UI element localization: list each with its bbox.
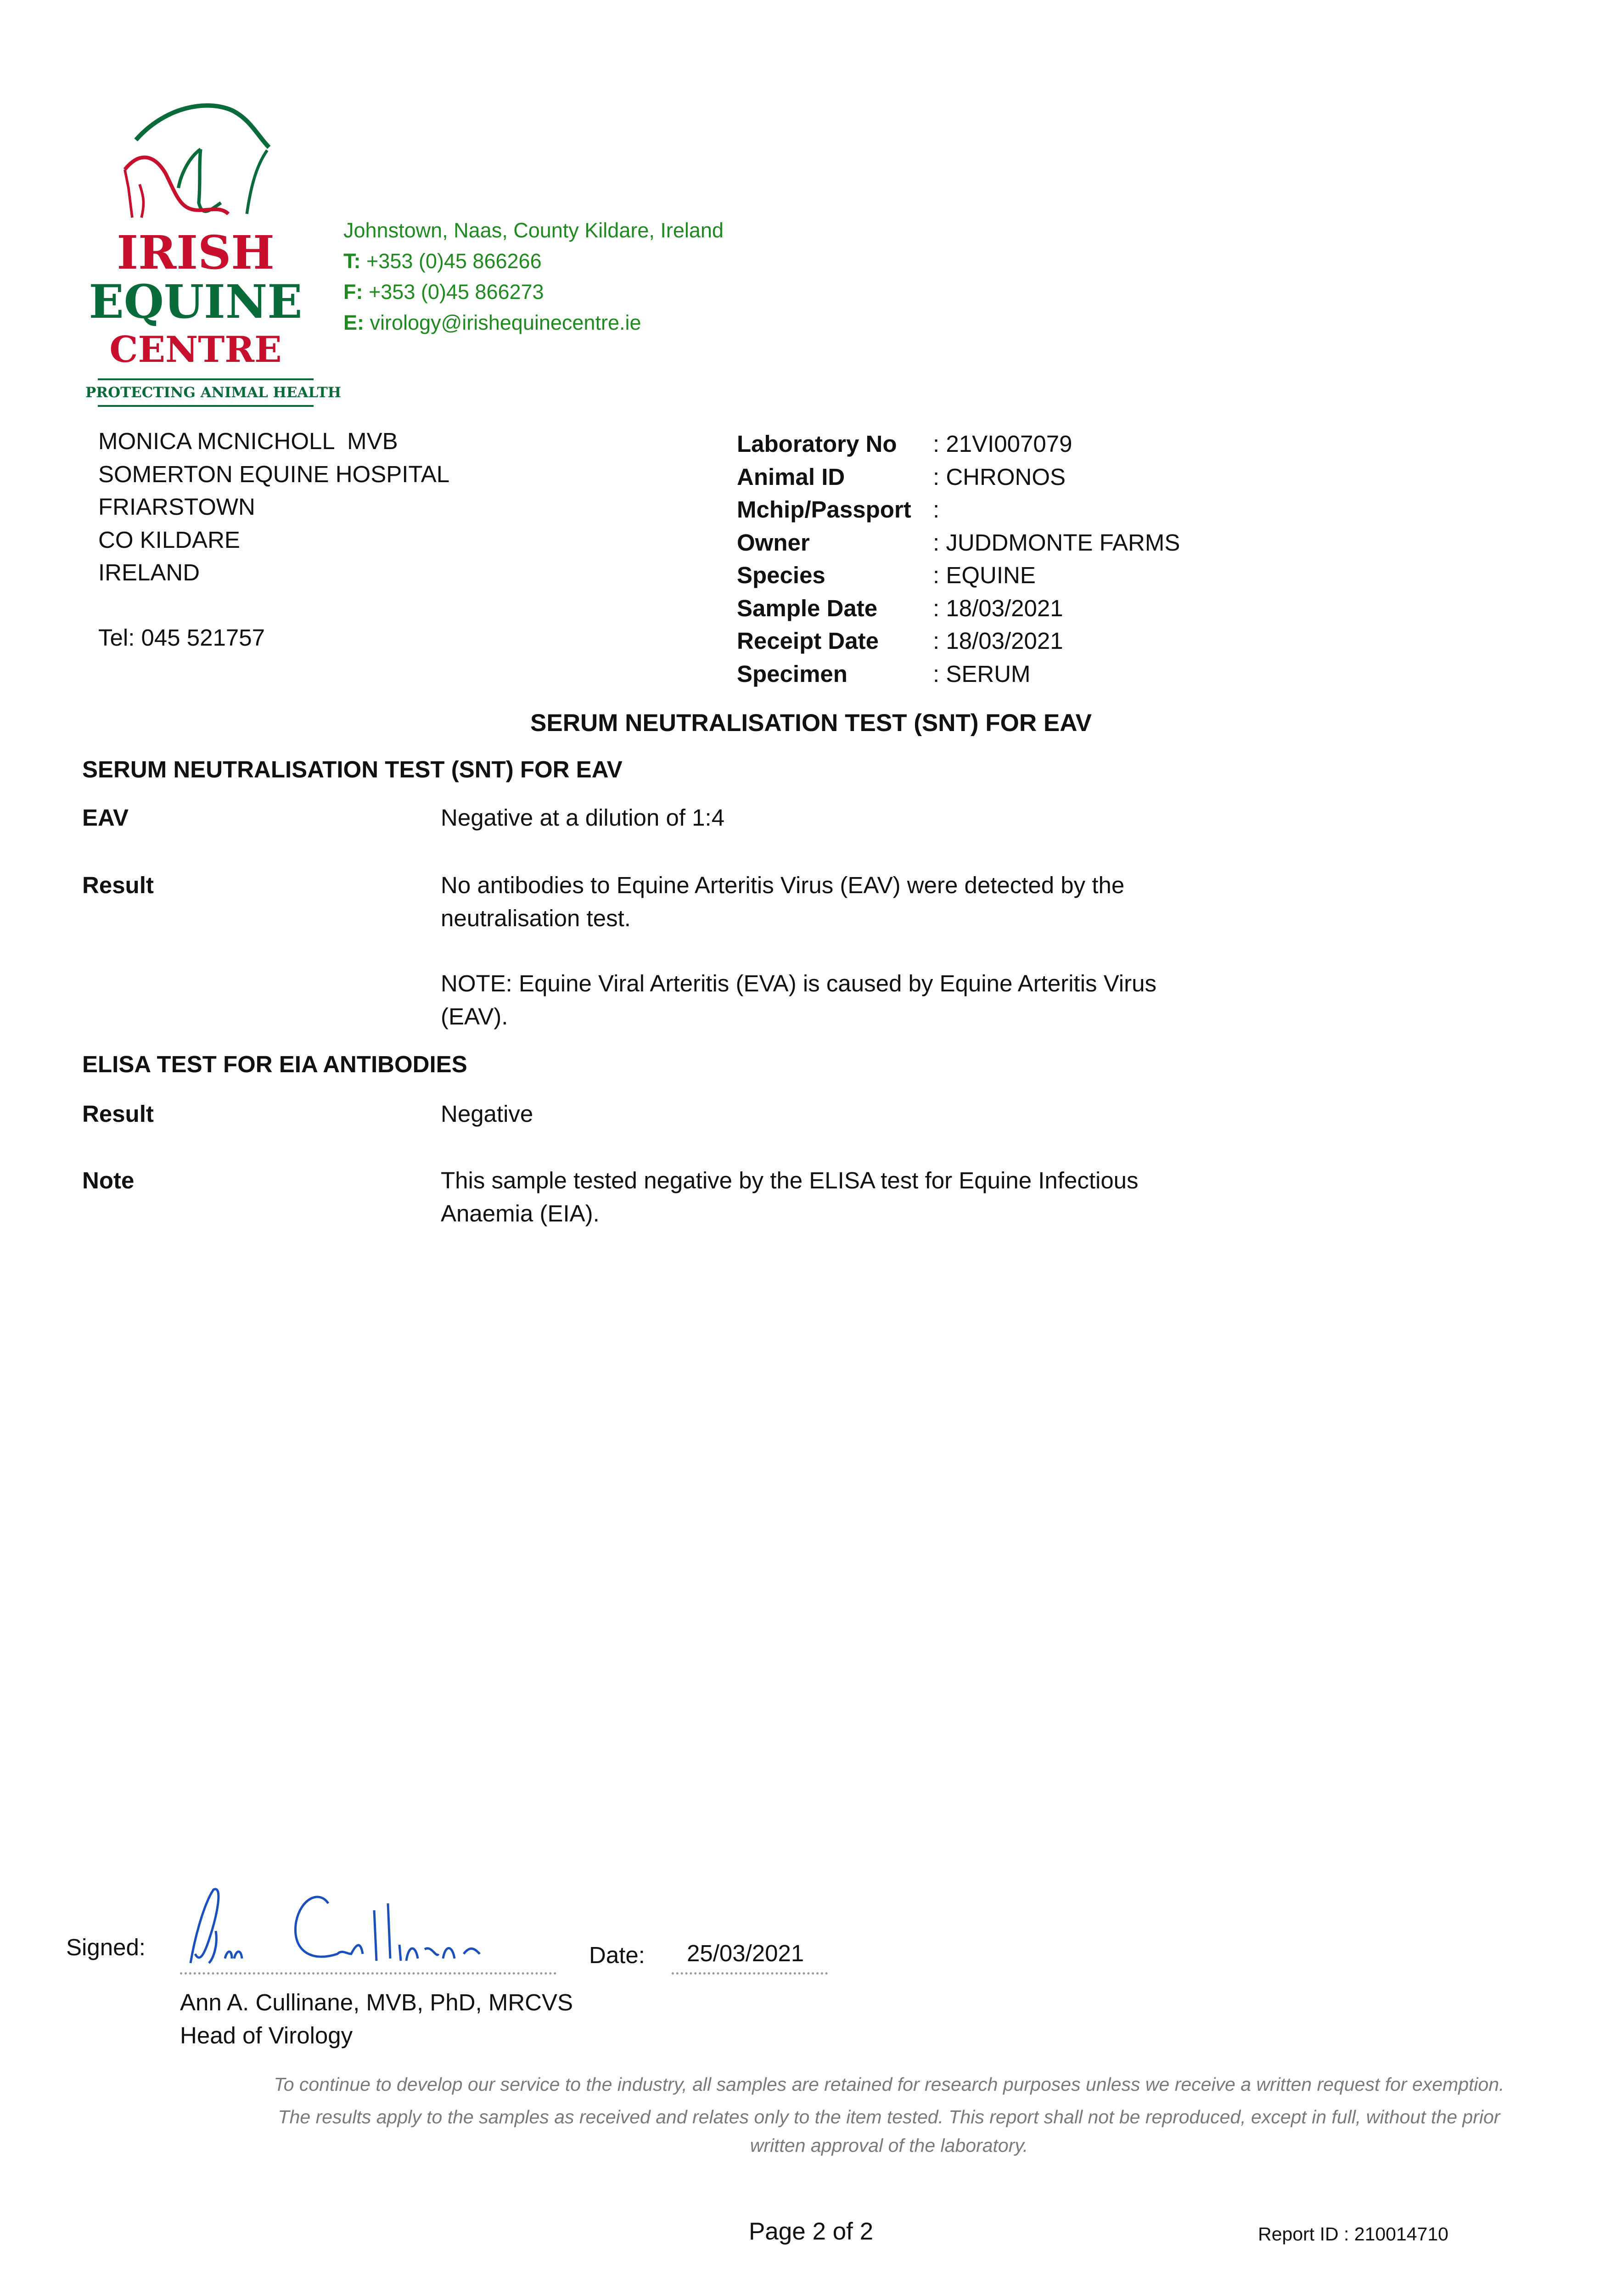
snt-note-line: NOTE: Equine Viral Arteritis (EVA) is caused by Equine Arteritis Virus — [441, 970, 1156, 996]
snt-result-line: neutralisation test. — [441, 905, 631, 931]
signatory-name: Ann A. Cullinane, MVB, PhD, MRCVS — [180, 1989, 573, 2015]
detail-value: : 18/03/2021 — [933, 595, 1063, 621]
contact-email — [343, 307, 641, 338]
detail-label: Specimen — [737, 660, 847, 687]
elisa-result-label: Result — [82, 1101, 154, 1127]
elisa-note-line: Anaemia (EIA). — [441, 1200, 600, 1227]
logo-rule-top — [98, 378, 314, 380]
elisa-heading: ELISA TEST FOR EIA ANTIBODIES — [82, 1051, 467, 1077]
date-label: Date: — [589, 1942, 645, 1968]
eav-value: Negative at a dilution of 1:4 — [441, 805, 725, 831]
logo-tagline: PROTECTING ANIMAL HEALTH — [85, 384, 342, 401]
snt-heading: SERUM NEUTRALISATION TEST (SNT) FOR EAV — [82, 756, 623, 782]
sample-details — [737, 428, 1180, 690]
detail-row — [737, 658, 1180, 691]
detail-row — [737, 461, 1180, 494]
date-value: 25/03/2021 — [687, 1940, 804, 1966]
email-label: E: — [343, 311, 364, 334]
recipient-line: SOMERTON EQUINE HOSPITAL — [98, 461, 450, 487]
detail-row — [737, 625, 1180, 658]
contact-address: Johnstown, Naas, County Kildare, Ireland — [343, 219, 724, 242]
detail-label: Species — [737, 562, 825, 588]
recipient-line: MONICA MCNICHOLL MVB — [98, 428, 398, 454]
snt-note-line: (EAV). — [441, 1003, 508, 1030]
detail-value: : JUDDMONTE FARMS — [933, 529, 1180, 556]
recipient-line: IRELAND — [98, 559, 200, 585]
snt-result-line: No antibodies to Equine Arteritis Virus (EAV) were detected by the — [441, 872, 1125, 898]
detail-value: : CHRONOS — [933, 463, 1066, 490]
elisa-note-label: Note — [82, 1167, 135, 1193]
logo-equine: EQUINE — [89, 275, 303, 329]
detail-value: : 18/03/2021 — [933, 628, 1063, 654]
detail-label: Owner — [737, 529, 810, 556]
contact-tel — [343, 246, 542, 276]
detail-label: Laboratory No — [737, 431, 897, 457]
footer-disclaimer-1: To continue to develop our service to the industry, all samples are retained for research purposes unless we receive a written request for exemption. — [274, 2074, 1504, 2095]
email-value: virology@irishequinecentre.ie — [370, 311, 641, 334]
recipient-line: FRIARSTOWN — [98, 494, 255, 520]
eav-label: EAV — [82, 805, 129, 831]
signature-image — [181, 1885, 494, 1972]
detail-value: : — [933, 496, 940, 523]
recipient-tel: Tel: 045 521757 — [98, 625, 265, 651]
detail-label: Receipt Date — [737, 628, 879, 654]
detail-row — [737, 559, 1180, 592]
logo-centre: CENTRE — [109, 329, 282, 371]
signatory-role: Head of Virology — [180, 2022, 353, 2048]
signature-line — [180, 1972, 556, 1975]
report-title: SERUM NEUTRALISATION TEST (SNT) FOR EAV — [530, 709, 1092, 737]
footer-disclaimer-2: The results apply to the samples as received and relates only to the item tested. This report shall not be reproduced, except in full, without the prior — [278, 2106, 1500, 2127]
report-id: Report ID : 210014710 — [1258, 2223, 1448, 2245]
contact-fax — [343, 276, 544, 307]
logo-rule-bottom — [98, 405, 314, 407]
page-number: Page 2 of 2 — [748, 2218, 874, 2245]
detail-row — [737, 493, 1180, 526]
signed-label: Signed: — [66, 1934, 146, 1960]
detail-row — [737, 592, 1180, 625]
footer-disclaimer-3: written approval of the laboratory. — [750, 2135, 1028, 2156]
elisa-result-value: Negative — [441, 1101, 533, 1127]
tel-value: +353 (0)45 866266 — [366, 249, 542, 273]
detail-row — [737, 428, 1180, 461]
fax-label: F: — [343, 280, 363, 304]
detail-value: : EQUINE — [933, 562, 1036, 588]
logo — [85, 92, 342, 404]
fax-value: +353 (0)45 866273 — [369, 280, 544, 304]
horse-logo-icon — [88, 92, 317, 225]
detail-row — [737, 526, 1180, 559]
recipient-address — [98, 425, 449, 589]
logo-irish: IRISH — [117, 225, 275, 280]
snt-result-label: Result — [82, 872, 154, 898]
snt-result-text — [441, 869, 1156, 1033]
detail-label: Animal ID — [737, 463, 845, 490]
detail-value: : 21VI007079 — [933, 431, 1072, 457]
detail-label: Sample Date — [737, 595, 878, 621]
detail-value: : SERUM — [933, 660, 1031, 687]
recipient-line: CO KILDARE — [98, 526, 240, 553]
elisa-note-line: This sample tested negative by the ELISA test for Equine Infectious — [441, 1167, 1139, 1193]
tel-label: T: — [343, 249, 361, 273]
date-line — [672, 1972, 828, 1975]
elisa-note-text — [441, 1164, 1139, 1230]
detail-label: Mchip/Passport — [737, 496, 911, 523]
